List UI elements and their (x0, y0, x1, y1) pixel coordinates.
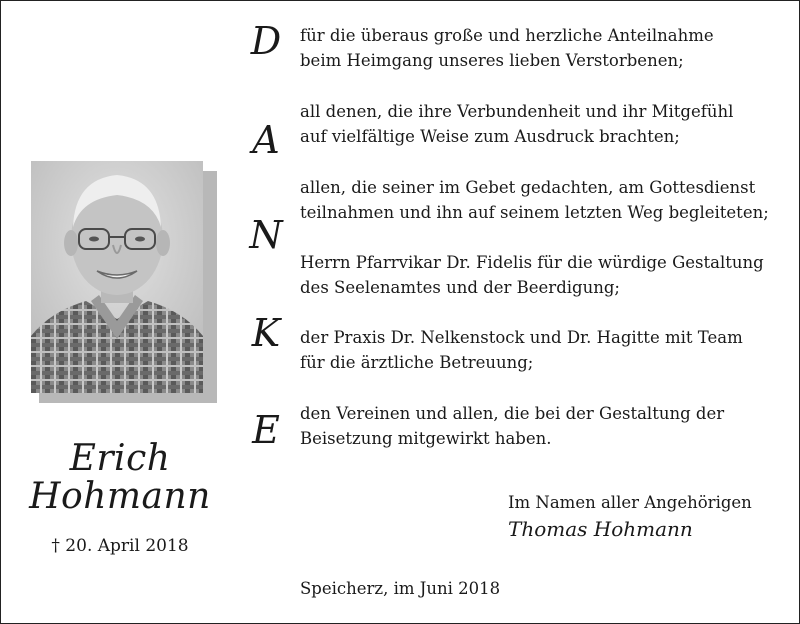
text-line: Beisetzung mitgewirkt haben. (300, 429, 552, 448)
signature-prefix: Im Namen aller Angehörigen (508, 493, 752, 512)
deceased-first-name: Erich (69, 438, 171, 479)
thanks-paragraph-2 (300, 99, 733, 149)
acrostic-letter-k: K (251, 311, 281, 355)
text-line: all denen, die ihre Verbundenheit und ihr Mitgefühl (300, 102, 734, 121)
text-line: allen, die seiner im Gebet gedachten, am Gottesdienst (300, 178, 756, 197)
text-line: der Praxis Dr. Nelkenstock und Dr. Hagitte mit Team (300, 328, 743, 347)
thanks-paragraph-3 (300, 175, 769, 225)
place-and-date: Speicherz, im Juni 2018 (300, 579, 501, 598)
thanks-paragraph-1 (300, 23, 714, 73)
thanks-paragraph-4 (300, 250, 764, 300)
text-line: teilnahmen und ihn auf seinem letzten Weg begleiteten; (300, 203, 769, 222)
text-line: auf vielfältige Weise zum Ausdruck brachten; (300, 127, 680, 146)
text-line: beim Heimgang unseres lieben Verstorbenen; (300, 51, 684, 70)
portrait-photo (31, 161, 203, 393)
thanks-paragraph-6 (300, 401, 724, 451)
signature-name: Thomas Hohmann (508, 517, 693, 541)
portrait-frame (31, 161, 221, 404)
text-line: den Vereinen und allen, die bei der Gestaltung der (300, 404, 725, 423)
text-line: Herrn Pfarrvikar Dr. Fidelis für die würdige Gestaltung (300, 253, 764, 272)
thanks-paragraph-5 (300, 325, 743, 375)
text-line: des Seelenamtes und der Beerdigung; (300, 278, 620, 297)
deceased-last-name: Hohmann (29, 476, 211, 517)
acrostic-letter-d: D (250, 19, 282, 63)
text-line: für die überaus große und herzliche Anteilnahme (300, 26, 714, 45)
death-date: † 20. April 2018 (51, 536, 189, 556)
acrostic-letter-n: N (249, 213, 283, 257)
acrostic-letter-e: E (252, 408, 280, 452)
acrostic-letter-a: A (252, 118, 280, 162)
text-line: für die ärztliche Betreuung; (300, 353, 534, 372)
